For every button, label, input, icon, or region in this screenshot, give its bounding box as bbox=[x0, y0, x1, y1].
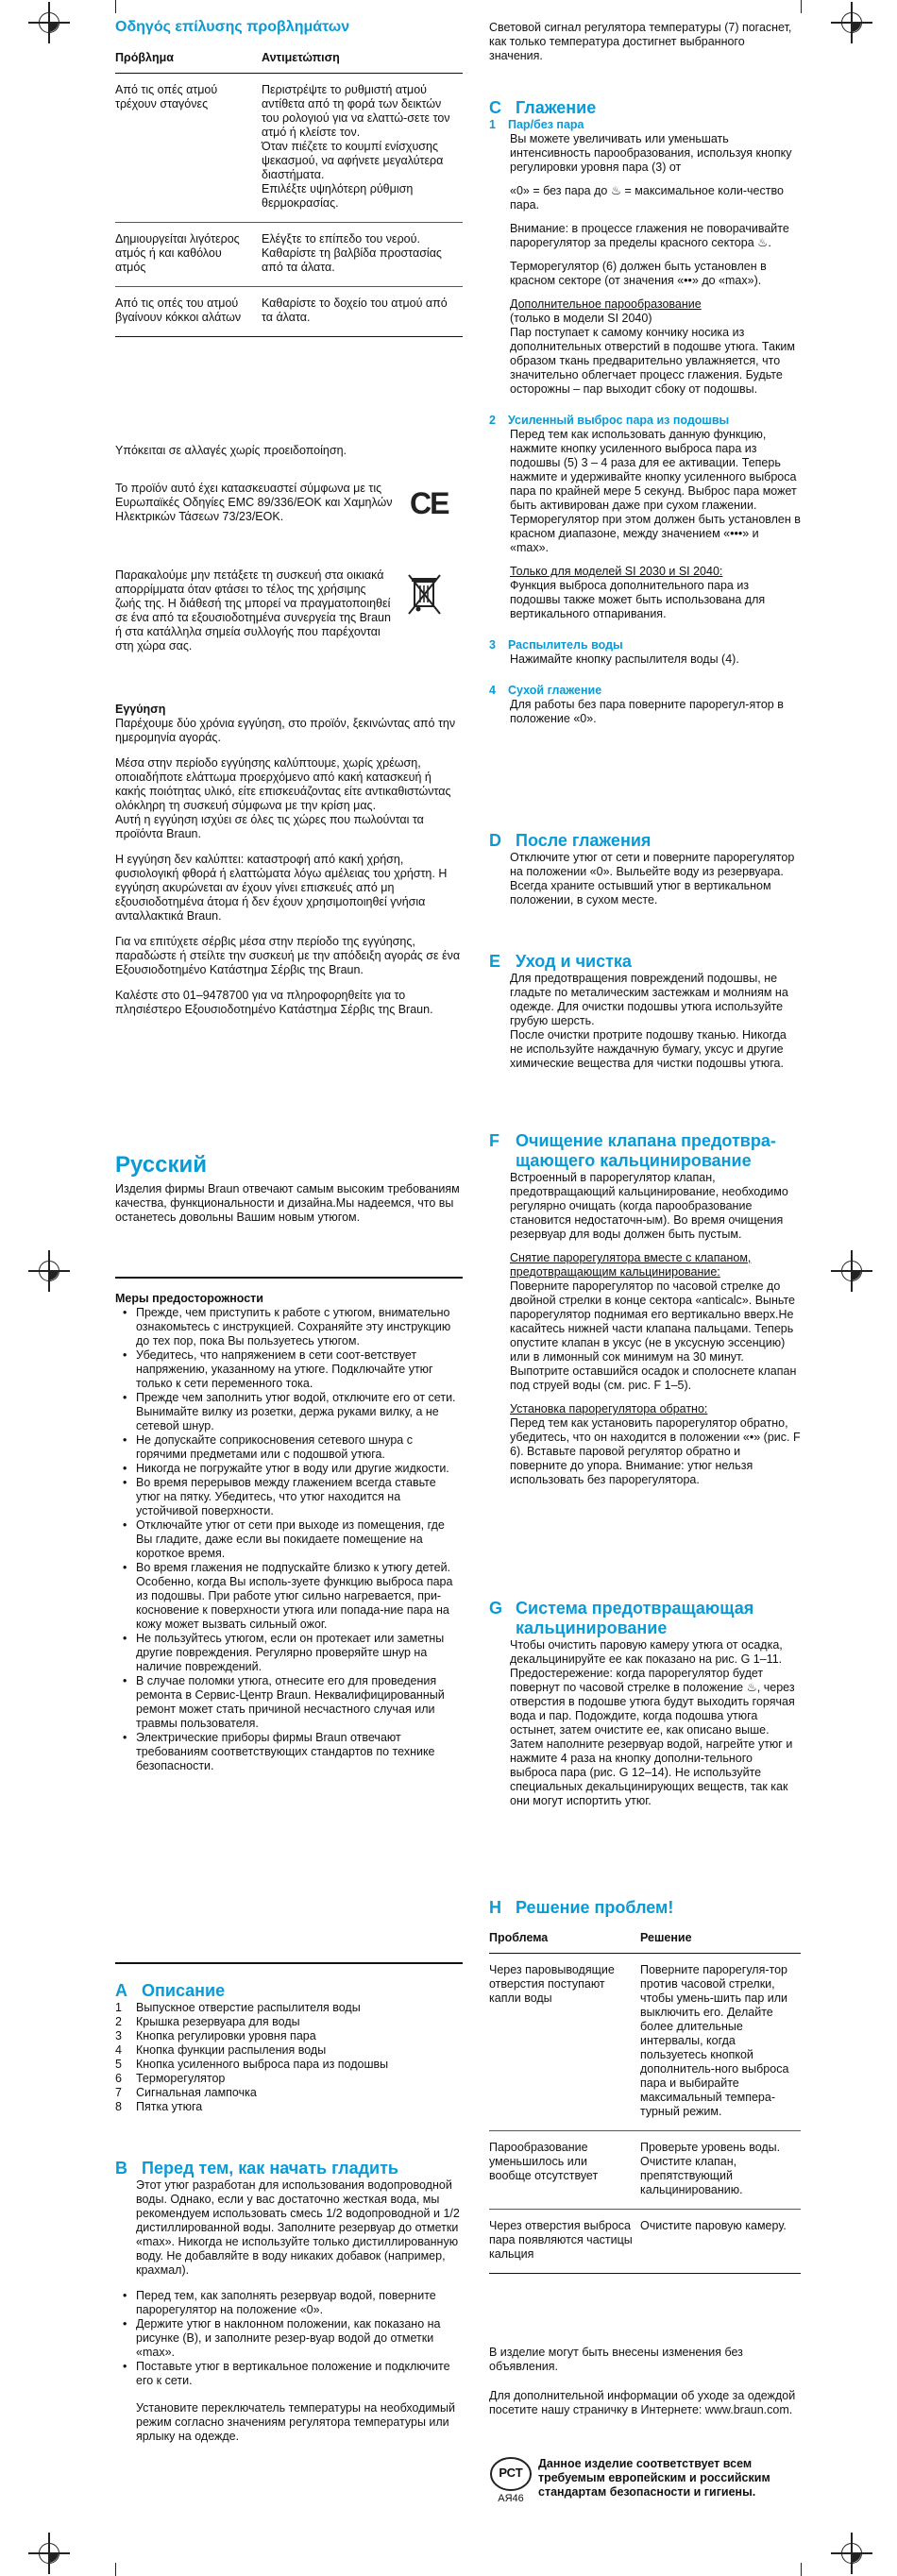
ru-col-problem: Проблема bbox=[489, 1931, 640, 1954]
ru-safety-list bbox=[115, 1306, 463, 1773]
subsection-title: Сухой глажение bbox=[508, 684, 602, 697]
subsection-number: 2 bbox=[489, 414, 496, 427]
ru-c-s3-heading bbox=[489, 638, 801, 652]
part-label: Кнопка усиленного выброса пара из подошвы bbox=[136, 2058, 389, 2071]
ru-parts-list bbox=[115, 2001, 463, 2114]
ru-section-b-heading bbox=[115, 2159, 463, 2178]
part-label: Крышка резервуара для воды bbox=[136, 2015, 300, 2028]
ru-safety-section bbox=[115, 1292, 463, 1773]
part-number: 1 bbox=[115, 2001, 122, 2014]
part-number: 7 bbox=[115, 2086, 122, 2099]
part-label: Сигнальная лампочка bbox=[136, 2086, 257, 2099]
ru-f-p1: Встроенный в парорегулятор клапан, предотвращающий кальцинирование, необходимо регулярно очищать (когда парообразование становится недостаточн-ым). Во время очищения резервуар для воды должен быть пустым. bbox=[510, 1171, 788, 1241]
ru-c-s2-p2-title: Только для моделей SI 2030 и SI 2040: bbox=[510, 565, 723, 578]
gr-col-problem: Πρόβλημα bbox=[115, 51, 262, 74]
ru-section-d-heading bbox=[489, 831, 801, 851]
table-row bbox=[489, 2210, 801, 2274]
crop-mark bbox=[801, 0, 802, 13]
ru-section-c-heading bbox=[489, 98, 801, 118]
table-row bbox=[115, 287, 463, 337]
gr-col-solution: Αντιμετώπιση bbox=[262, 51, 463, 74]
section-letter: A bbox=[115, 1981, 127, 2000]
ce-mark-icon: CE bbox=[410, 486, 448, 520]
divider bbox=[115, 1962, 463, 1964]
ru-c-s3-p: Нажимайте кнопку распылителя воды (4). bbox=[510, 652, 739, 666]
cert-mark-text: РСТ bbox=[499, 2466, 523, 2480]
ru-b-p1: Этот утюг разработан для использования водопроводной воды. Однако, если у вас достаточно жесткая вода, мы рекомендуем использовать смесь 1/2 водопроводной и 1/2 дистиллированной воды. Заполните резервуар до отметки «max». Никогда не используйте только дистиллированную воду. Не добавляйте в воду никаких добавок (например, крахмал). bbox=[136, 2178, 460, 2277]
list-item: • Не пользуйтесь утюгом, если он протекает или заметны другие повреждения. Регулярно проверяйте шнур на наличие повреждений. bbox=[136, 1632, 463, 1674]
subsection-title: Пар/без пара bbox=[508, 118, 584, 131]
part-number: 5 bbox=[115, 2058, 122, 2071]
gr-change-note: Υπόκειται σε αλλαγές χωρίς προειδοποίηση. bbox=[115, 444, 347, 457]
section-title: Очищение клапана предотвра-щающего кальцинирование bbox=[516, 1131, 776, 1170]
section-title: Система предотвращающая кальцинирование bbox=[516, 1599, 754, 1637]
list-item: • Не допускайте соприкосновения сетевого шнура с горячими предметами или с подошвой утюга. bbox=[136, 1433, 463, 1462]
crop-mark bbox=[115, 0, 116, 13]
ru-section-a-heading bbox=[115, 1981, 463, 2001]
gr-problem-cell: Από τις οπές ατμού τρέχουν σταγόνες bbox=[115, 74, 262, 223]
section-letter: H bbox=[489, 1898, 501, 1917]
list-item: • В случае поломки утюга, отнесите его для проведения ремонта в Сервис-Центр Braun. Неквалифицированный ремонт может стать причиной несчастного случая или травмы пользователя. bbox=[136, 1674, 463, 1731]
list-item: • Прежде, чем приступить к работе с утюгом, внимательно ознакомьтесь с инструкцией. Сохраняйте эту инструкцию до тех пор, пока Вы пользуетесь утюгом. bbox=[136, 1306, 463, 1348]
list-item: • Поставьте утюг в вертикальное положение и подключите его к сети. bbox=[136, 2360, 463, 2388]
registration-mark-mid-right bbox=[831, 1250, 872, 1292]
ru-b-steps bbox=[115, 2289, 463, 2388]
list-item bbox=[115, 2001, 463, 2015]
ru-g-p: Чтобы очистить паровую камеру утюга от осадка, декальцинируйте ее как показано на рис. G 1–11. Предостережение: когда парорегулятор будет повернут по часовой стрелке в положение ♨, через отверстия в подошве утюга будут выходить горячая вода и пар. Подождите, когда подошва утюга остынет, затем очистите ее, как описано выше. Затем наполните резервуар водой, нагрейте утюг и нажмите 4 раза на кнопку дополни-тельного выброса пара (рис. G 12–14). Не используйте специальных декальцинирующих веществ, так как они могут испортить утюг. bbox=[510, 1638, 795, 1807]
table-row bbox=[489, 1954, 801, 2131]
gr-troubleshooting-title: Οδηγός επίλυσης προβλημάτων bbox=[115, 19, 350, 35]
ru-c-s1-p3: Внимание: в процессе глажения не поворачивайте парорегулятор за пределы красного сектора ♨. bbox=[510, 222, 789, 249]
ru-c-s2-p2: Функция выброса дополнительного пара из подошвы также может быть использована для вертикального отпаривания. bbox=[510, 579, 766, 620]
ru-language-title: Русский bbox=[115, 1152, 207, 1178]
part-number: 8 bbox=[115, 2100, 122, 2113]
list-item: • Держите утюг в наклонном положении, как показано на рисунке (B), и заполните резер-вуар водой до отметки «max». bbox=[136, 2317, 463, 2360]
ru-section-f bbox=[489, 1131, 801, 1487]
list-item: • Прежде чем заполнить утюг водой, отключите его от сети. Вынимайте вилку из розетки, держа руками вилку, а не сетевой шнур. bbox=[136, 1391, 463, 1433]
ru-c-s2-p1: Перед тем как использовать данную функцию, нажмите кнопку усиленного выброса пара из подошвы (5) 3 – 4 раза для ее активации. Теперь нажмите и удерживайте кнопку усиленного выброса пара по крайней мере 5 секунд. Выброс пара может быть активирован даже при сухом глажении. Терморегулятор при этом должен быть установлен в красном диапазоне, между значением «•••» и «max». bbox=[510, 428, 801, 554]
subsection-number: 3 bbox=[489, 638, 496, 652]
ru-e-p: Для предотвращения повреждений подошвы, не гладьте по металическим застежкам и молниям на одежде. Для очистки подошвы утюга используйте грубую шерсть. После очистки протрите подошву тканью. Никогда не используйте наждачную бумагу, уксус и другие химические вещества для чистки подошвы утюга. bbox=[510, 972, 788, 1070]
ru-section-h bbox=[489, 1898, 801, 2274]
ru-section-g-heading bbox=[489, 1599, 801, 1638]
ru-f-p2: Поверните парорегулятор по часовой стрелке до двойной стрелки в конце сектора «anticalc». Выньте парорегулятор поднимая его вертикально вверх.Не касайтесь нижней части клапана пальцами. Теперь опустите клапан в уксус (не в уксусную эссенцию) или в лимонный сок минимум на 30 минут. Выпотрите оставшийся осадок и сполоснете клапан под струей воды (см. рис. F 1–5). bbox=[510, 1280, 797, 1392]
ru-section-g bbox=[489, 1599, 801, 1808]
ru-c-s1-p2: «0» = без пара до ♨ = максимальное коли-чество пара. bbox=[510, 184, 784, 212]
list-item bbox=[115, 2058, 463, 2072]
ru-solution-cell: Проверьте уровень воды. Очистите клапан, препятствующий кальцинированию. bbox=[640, 2131, 801, 2210]
ru-section-b bbox=[115, 2159, 463, 2444]
ru-f-p3-title: Установка парорегулятора обратно: bbox=[510, 1402, 708, 1415]
ru-info-note: Для дополнительной информации об уходе за одеждой посетите нашу страничку в Интернете: www.braun.com. bbox=[489, 2389, 796, 2416]
part-label: Пятка утюга bbox=[136, 2100, 203, 2113]
gr-ce-text: Το προϊόν αυτό έχει κατασκευαστεί σύμφωνα με τις Ευρωπαϊκές Οδηγίες EMC 89/336/ΕΟΚ και Χαμηλών Ηλεκτρικών Τάσεων 73/23/ΕΟΚ. bbox=[115, 482, 393, 523]
ru-d-p: Отключите утюг от сети и поверните парорегулятор на положении «0». Выльейте воду из резервуара. Всегда храните остывший утюг в вертикальном положении, в сухом месте. bbox=[510, 851, 795, 907]
section-letter: B bbox=[115, 2159, 127, 2178]
ru-section-d bbox=[489, 831, 801, 907]
list-item: • Отключайте утюг от сети при выходе из помещения, где Вы гладите, даже если вы покидаете помещение на короткое время. bbox=[136, 1518, 463, 1561]
ru-section-h-heading bbox=[489, 1898, 801, 1918]
subsection-number: 1 bbox=[489, 118, 496, 131]
divider bbox=[115, 1277, 463, 1279]
cert-code: АЯ46 bbox=[498, 2493, 524, 2504]
ru-solution-cell: Поверните парорегуля-тор против часовой стрелки, чтобы умень-шить пар или выключить его. Делайте более длительные интервалы, когда пользуетесь кнопкой дополнитель-ного выброса пара и выбирайте максимальный темпера-турный режим. bbox=[640, 1954, 801, 2131]
rst-certification-icon bbox=[489, 2455, 533, 2508]
registration-mark-top-left bbox=[28, 2, 70, 43]
registration-mark-mid-left bbox=[28, 1250, 70, 1292]
list-item: • Во время перерывов между глажением всегда ставьте утюг на пятку. Убедитесь, что утюг находится на устойчивой поверхности. bbox=[136, 1476, 463, 1518]
ru-col-solution: Решение bbox=[640, 1931, 801, 1954]
ru-change-note: В изделие могут быть внесены изменения без объявления. bbox=[489, 2346, 743, 2373]
ru-b-p2: Установите переключатель температуры на необходимый режим согласно значениям регулятора температуры или ярлыку на одежде. bbox=[136, 2401, 455, 2443]
part-label: Кнопка функции распыления воды bbox=[136, 2043, 327, 2057]
gr-recycle-text: Παρακαλούμε μην πετάξετε τη συσκευή στα οικιακά απορρίμματα όταν φτάσει το τέλος της χρήσιμης ζωής της. Η διάθεσή της μπορεί να πραγματοποιηθεί σε ένα από τα εξουσιοδοτημένα συνεργεία της Braun ή στα κατάλληλα σημεία συλλογής που παρέχονται στη χώρα σας. bbox=[115, 568, 391, 652]
ru-c-s1-p1: Вы можете увеличивать или уменьшать интенсивность парообразования, используя кнопку регулировки уровня пара (3) от bbox=[510, 132, 792, 174]
ru-c-s4-heading bbox=[489, 684, 801, 698]
crop-mark bbox=[115, 2563, 116, 2576]
gr-troubleshooting-table bbox=[115, 51, 463, 337]
crop-mark bbox=[801, 2563, 802, 2576]
ru-section-e-heading bbox=[489, 952, 801, 972]
part-number: 2 bbox=[115, 2015, 122, 2028]
section-title: Перед тем, как начать гладить bbox=[142, 2159, 398, 2178]
gr-warranty-p5: Καλέστε στο 01–9478700 για να πληροφορηθείτε για το πλησιέστερο Εξουσιοδοτημένο Κατάστημα Σέρβις της Braun. bbox=[115, 989, 433, 1016]
ru-f-p2-title: Снятие парорегулятора вместе с клапаном, предотвращающим кальцинирование: bbox=[510, 1251, 752, 1279]
gr-solution-cell: Περιστρέψτε το ρυθμιστή ατμού αντίθετα από τη φορά των δεικτών του ρολογιού για να ελαττώ-σετε τον ατμό ή κλείστε τον. Όταν πιέζετε το κουμπί ενίσχυσης ψεκασμού, να αφήνετε μεγαλύτερα διαστήματα. Επιλέξτε υψηλότερη ρύθμιση θερμοκρασίας. bbox=[262, 74, 463, 223]
ru-c-s4-p: Для работы без пара поверните парорегул-ятор в положение «0». bbox=[510, 698, 784, 725]
ru-cert-text: Данное изделие соответствует всем требуемым европейским и российским стандартам безопасности и гигиены. bbox=[538, 2457, 770, 2499]
subsection-number: 4 bbox=[489, 684, 496, 697]
ru-c-s2-heading bbox=[489, 414, 801, 428]
gr-problem-cell: Από τις οπές του ατμού βγαίνουν κόκκοι αλάτων bbox=[115, 287, 262, 337]
list-item bbox=[115, 2100, 463, 2114]
table-row bbox=[115, 74, 463, 223]
section-title: Глажение bbox=[516, 98, 597, 117]
ru-b-p3: Световой сигнал регулятора температуры (7) погаснет, как только температура достигнет выбранного значения. bbox=[489, 21, 792, 62]
ru-solution-cell: Очистите паровую камеру. bbox=[640, 2210, 801, 2274]
part-label: Кнопка регулировки уровня пара bbox=[136, 2029, 316, 2042]
ru-intro: Изделия фирмы Braun отвечают самым высоким требованиям качества, функциональности и дизайна.Мы надеемся, что вы останетесь довольны Вашим новым утюгом. bbox=[115, 1182, 460, 1224]
section-letter: C bbox=[489, 98, 501, 117]
ru-section-e bbox=[489, 952, 801, 1071]
list-item bbox=[115, 2029, 463, 2043]
subsection-title: Усиленный выброс пара из подошвы bbox=[508, 414, 730, 427]
part-label: Выпускное отверстие распылителя воды bbox=[136, 2001, 361, 2014]
list-item bbox=[115, 2086, 463, 2100]
ru-c-s1-p5-title: Дополнительное парообразование bbox=[510, 297, 702, 311]
section-title: Описание bbox=[142, 1981, 226, 2000]
list-item: • Во время глажения не подпускайте близко к утюгу детей. Особенно, когда Вы исполь-зуете функцию выброса пара из подошвы. При работе утюг сильно нагревается, при-косновение к поверхности утюга или попада-ние пара на кожу может вызвать сильный ожог. bbox=[136, 1561, 463, 1632]
gr-warranty-title: Εγγύηση bbox=[115, 703, 166, 716]
ru-problem-cell: Через паровыводящие отверстия поступают капли воды bbox=[489, 1954, 640, 2131]
gr-troubleshooting-section bbox=[115, 19, 463, 337]
section-title: Уход и чистка bbox=[516, 952, 632, 971]
registration-mark-top-right bbox=[831, 2, 872, 43]
section-title: После глажения bbox=[516, 831, 652, 850]
gr-problem-cell: Δημιουργείται λιγότερος ατμός ή και καθόλου ατμός bbox=[115, 223, 262, 287]
ru-safety-title: Меры предосторожности bbox=[115, 1292, 263, 1305]
section-letter: D bbox=[489, 831, 501, 850]
part-number: 6 bbox=[115, 2072, 122, 2085]
ru-c-s1-heading bbox=[489, 118, 801, 132]
ru-troubleshooting-table bbox=[489, 1931, 801, 2274]
section-letter: F bbox=[489, 1131, 499, 1150]
table-row bbox=[115, 223, 463, 287]
gr-warranty-section bbox=[115, 703, 463, 1017]
gr-warranty-p1: Παρέχουμε δύο χρόνια εγγύηση, στο προϊόν, ξεκινώντας από την ημερομηνία αγοράς. bbox=[115, 717, 456, 744]
ru-f-p3: Перед тем как установить парорегулятор обратно, убедитесь, что он находится в положении «•» (рис. F 6). Вставьте паровой регулятор обратно и поверните до упора. Внимание: утюг нельзя использовать без парорегулятора. bbox=[510, 1416, 801, 1486]
ru-section-c bbox=[489, 98, 801, 726]
ru-section-f-heading bbox=[489, 1131, 801, 1171]
gr-warranty-p4: Για να επιτύχετε σέρβις μέσα στην περίοδο της εγγύησης, παραδώστε ή στείλτε την συσκευή με την απόδειξη αγοράς σε ένα Εξουσιοδοτημένο Κατάστημα Σέρβις της Braun. bbox=[115, 935, 461, 976]
ru-section-a bbox=[115, 1981, 463, 2114]
crossed-bin-icon bbox=[406, 572, 444, 619]
ru-c-s1-p5: (только в модели SI 2040) Пар поступает к самому кончику носика из дополнительных отверстий в подошве утюга. Таким образом ткань предварительно увлажняется, что значительно облегчает процесс глажения. Будьте осторожны – пар выходит сбоку от подошвы. bbox=[510, 312, 795, 396]
list-item: • Перед тем, как заполнять резервуар водой, поверните парорегулятор на положение «0». bbox=[136, 2289, 463, 2317]
section-title: Решение проблем! bbox=[516, 1898, 674, 1917]
gr-solution-cell: Ελέγξτε το επίπεδο του νερού. Καθαρίστε τη βαλβίδα προστασίας από τα άλατα. bbox=[262, 223, 463, 287]
list-item: • Электрические приборы фирмы Braun отвечают требованиям соответствующих стандартов по технике безопасности. bbox=[136, 1731, 463, 1773]
part-number: 4 bbox=[115, 2043, 122, 2057]
section-letter: G bbox=[489, 1599, 503, 1618]
gr-warranty-p2: Μέσα στην περίοδο εγγύησης καλύπτουμε, χωρίς χρέωση, οποιαδήποτε ελάττωμα προερχόμενο από κακή κατασκευή ή κακής ποιότητας υλικό, είτε επισκευάζοντας είτε αντικαθιστώντας ολόκληρη τη συσκευή σύμφωνα με την κρίση μας. Αυτή η εγγύηση ισχύει σε όλες τις χώρες που πωλούνται τα προϊόντα Braun. bbox=[115, 756, 451, 840]
section-letter: E bbox=[489, 952, 501, 971]
list-item: • Никогда не погружайте утюг в воду или другие жидкости. bbox=[136, 1462, 463, 1476]
list-item bbox=[115, 2015, 463, 2029]
subsection-title: Распылитель воды bbox=[508, 638, 623, 652]
list-item: • Убедитесь, что напряжением в сети соот-ветствует напряжению, указанному на утюге. Подключайте утюг только к сети переменного тока. bbox=[136, 1348, 463, 1391]
ru-problem-cell: Через отверстия выброса пара появляются частицы кальция bbox=[489, 2210, 640, 2274]
registration-mark-bottom-right bbox=[831, 2533, 872, 2574]
part-label: Терморегулятор bbox=[136, 2072, 226, 2085]
list-item bbox=[115, 2043, 463, 2058]
gr-warranty-p3: Η εγγύηση δεν καλύπτει: καταστροφή από κακή χρήση, φυσιολογική φθορά ή ελαττώματα λόγω αμέλειας του χρήστη. Η εγγύηση ακυρώνεται αν έχουν γίνει επισκευές από μη εξουσιοδοτημένα άτομα ή δεν έχουν χρησιμοποιηθεί γνήσια ανταλλακτικά Braun. bbox=[115, 853, 448, 923]
table-row bbox=[489, 2131, 801, 2210]
list-item bbox=[115, 2072, 463, 2086]
ru-c-s1-p4: Терморегулятор (6) должен быть установлен в красном секторе (от значения «••» до «max»). bbox=[510, 260, 767, 287]
part-number: 3 bbox=[115, 2029, 122, 2042]
gr-solution-cell: Καθαρίστε το δοχείο του ατμού από τα άλατα. bbox=[262, 287, 463, 337]
ru-problem-cell: Парообразование уменьшилось или вообще отсутствует bbox=[489, 2131, 640, 2210]
registration-mark-bottom-left bbox=[28, 2533, 70, 2574]
